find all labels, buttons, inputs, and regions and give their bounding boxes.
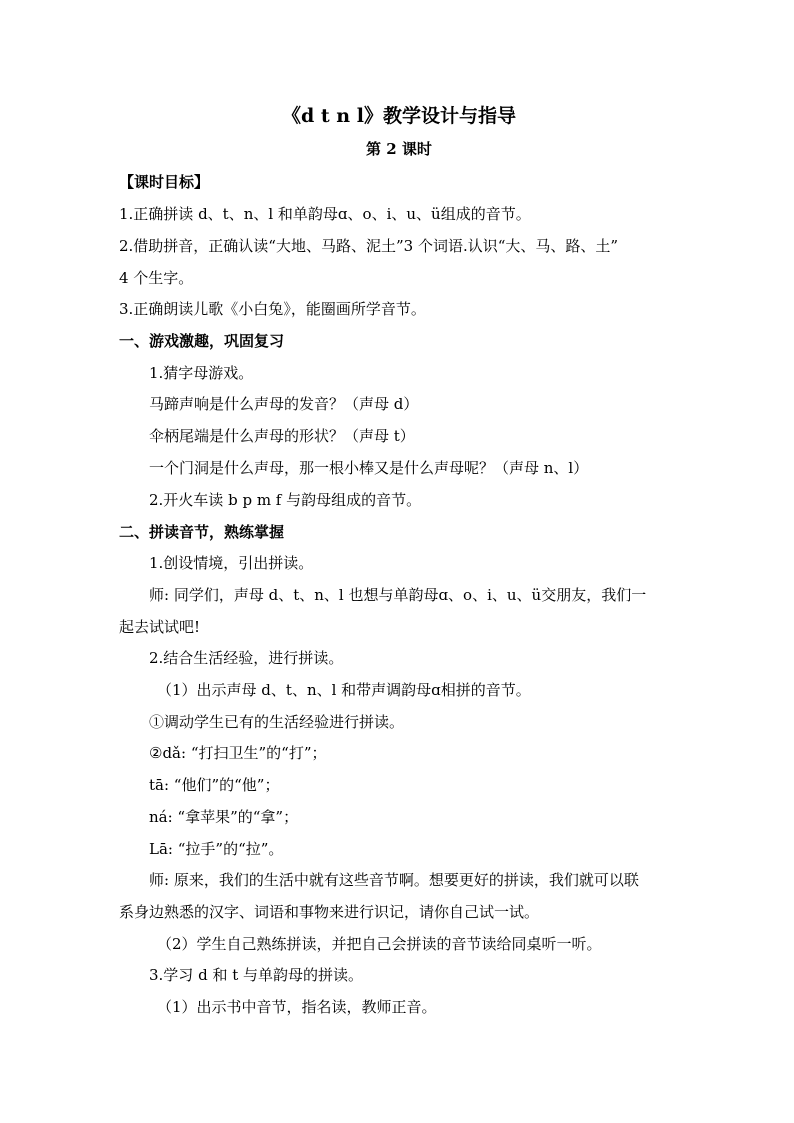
- paragraph-line: （1）出示书中音节，指名读，教师正音。: [157, 998, 437, 1016]
- paragraph-line: 1.创设情境，引出拼读。: [149, 554, 314, 572]
- paragraph-line: 2.开火车读 b p m f 与韵母组成的音节。: [149, 491, 422, 509]
- objective-line: 1.正确拼读 d、t、n、l 和单韵母ɑ、o、i、u、ü组成的音节。: [119, 205, 531, 223]
- paragraph-line: 3.学习 d 和 t 与单韵母的拼读。: [149, 966, 364, 984]
- paragraph-line: 一个门洞是什么声母，那一根小棒又是什么声母呢？（声母 n、l）: [149, 459, 589, 477]
- paragraph-line: tā: “他们”的“他”；: [149, 776, 280, 794]
- paragraph-line: （2）学生自己熟练拼读，并把自己会拼读的音节读给同桌听一听。: [157, 935, 602, 953]
- paragraph-line: 师: 原来，我们的生活中就有这些音节啊。想要更好的拼读，我们就可以联: [149, 871, 639, 889]
- paragraph-line: 师: 同学们，声母 d、t、n、l 也想与单韵母ɑ、o、i、u、ü交朋友，我们一: [149, 586, 647, 604]
- objective-line: 3.正确朗读儿歌《小白兔》，能圈画所学音节。: [119, 300, 426, 318]
- objectives-heading: 【课时目标】: [119, 173, 210, 191]
- document-page: [119, 0, 679, 1123]
- objective-line: 4 个生字。: [119, 269, 194, 287]
- objective-line: 2.借助拼音，正确认读“大地、马路、泥土”3 个词语.认识“大、马、路、土”: [119, 237, 619, 255]
- paragraph-line: 马蹄声响是什么声母的发音？（声母 d）: [149, 395, 419, 413]
- paragraph-line: ②dǎ: “打扫卫生”的“打”；: [149, 744, 327, 762]
- paragraph-line: 系身边熟悉的汉字、词语和事物来进行识记，请你自己试一试。: [119, 903, 540, 921]
- paragraph-line: ①调动学生已有的生活经验进行拼读。: [149, 713, 405, 731]
- paragraph-line: 伞柄尾端是什么声母的形状？（声母 t）: [149, 427, 415, 445]
- section-1-heading: 一、游戏激趣，巩固复习: [119, 332, 285, 350]
- paragraph-line: 2.结合生活经验，进行拼读。: [149, 649, 344, 667]
- page-title: 《d t n l》教学设计与指导: [282, 105, 516, 127]
- paragraph-line: 1.猜字母游戏。: [149, 364, 254, 382]
- paragraph-line: （1）出示声母 d、t、n、l 和带声调韵母ɑ相拼的音节。: [157, 681, 531, 699]
- paragraph-line: ná: “拿苹果”的“拿”；: [149, 808, 299, 826]
- paragraph-line: Lā: “拉手”的“拉”。: [149, 840, 284, 858]
- section-2-heading: 二、拼读音节，熟练掌握: [119, 523, 285, 541]
- paragraph-line: 起去试试吧!: [119, 618, 201, 636]
- lesson-subtitle: 第 2 课时: [366, 140, 432, 158]
